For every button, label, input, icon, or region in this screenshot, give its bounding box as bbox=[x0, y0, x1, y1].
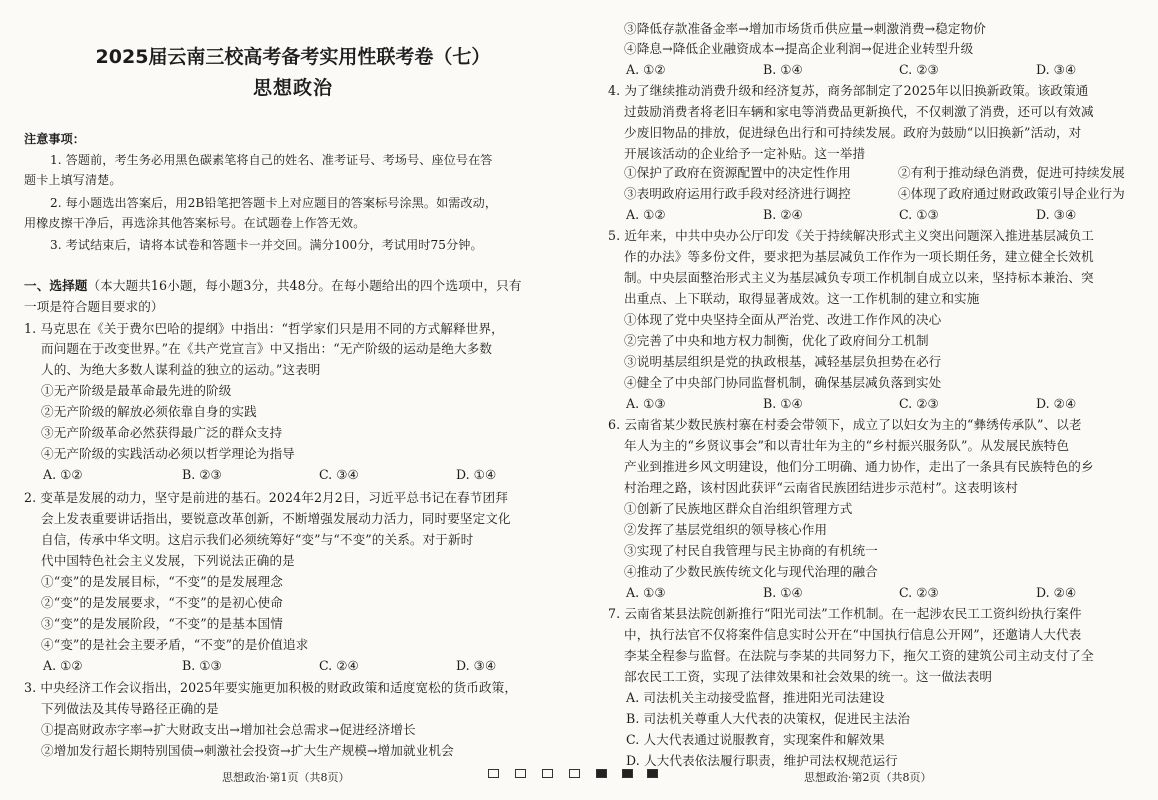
footer-left: 思想政治·第1页（共8页） bbox=[222, 771, 350, 784]
question-6-statement: ②发挥了基层党组织的领导核心作用 bbox=[624, 522, 828, 537]
question-6-statement: ④推动了少数民族传统文化与现代治理的融合 bbox=[624, 564, 878, 579]
section-title: 一、选择题 bbox=[24, 278, 88, 293]
question-5-statement: ③说明基层组织是党的执政根基，减轻基层负担势在必行 bbox=[624, 354, 942, 369]
option-c: C. ①③ bbox=[899, 207, 939, 222]
statement: ②有利于推动绿色消费，促进可持续发展 bbox=[898, 165, 1125, 180]
option-c: C. 人大代表通过说服教育，实现案件和解效果 bbox=[626, 732, 885, 747]
question-1-statement: ③无产阶级革命必然获得最广泛的群众支持 bbox=[41, 425, 283, 440]
question-2-statement: ①“变”的是发展目标，“不变”的是发展理念 bbox=[41, 574, 283, 589]
question-6-statement: ①创新了民族地区群众自治组织管理方式 bbox=[624, 501, 853, 516]
exam-title: 2025届云南三校高考备考实用性联考卷（七） bbox=[95, 46, 491, 68]
notice-heading: 注意事项： bbox=[24, 132, 85, 146]
notice-line: 2. 每小题选出答案后，用2B铅笔把答题卡上对应题目的答案标号涂黑。如需改动， bbox=[50, 196, 498, 210]
question-1-statement: ②无产阶级的解放必须依靠自身的实践 bbox=[41, 404, 257, 419]
option-b: B. ②③ bbox=[182, 467, 222, 482]
marker-square-filled bbox=[596, 769, 607, 778]
option-c: C. ②③ bbox=[899, 585, 939, 600]
option-c: C. ②③ bbox=[899, 62, 939, 77]
notice-line: 1. 答题前，考生务必用黑色碳素笔将自己的姓名、准考证号、考场号、座位号在答 bbox=[50, 153, 493, 167]
question-3-statement: ①提高财政赤字率→扩大财政支出→增加社会总需求→促进经济增长 bbox=[41, 722, 416, 737]
notice-line: 用橡皮擦干净后，再选涂其他答案标号。在试题卷上作答无效。 bbox=[24, 216, 366, 230]
option-d: D. ③④ bbox=[456, 658, 497, 673]
question-6-statement: ③实现了村民自我管理与民主协商的有机统一 bbox=[624, 543, 878, 558]
question-2-statement: ②“变”的是发展要求，“不变”的是初心使命 bbox=[41, 595, 283, 610]
question-2-stem: 会上发表重要讲话指出，要锐意改革创新，不断增强发展动力活力，同时要坚定文化 bbox=[41, 511, 511, 526]
question-5-stem: 作的办法》等多份文件，要求把为基层减负工作作为一项长期任务，建立健全长效机 bbox=[624, 249, 1094, 264]
question-1-stem: 而问题在于改变世界。”在《共产党宣言》中又指出：“无产阶级的运动是绝大多数 bbox=[41, 341, 493, 356]
option-d: D. 人大代表依法履行职责，维护司法权规范运行 bbox=[626, 753, 898, 768]
section-desc-2: 一项是符合题目要求的） bbox=[24, 299, 164, 314]
section-desc: （本大题共16小题，每小题3分，共48分。在每小题给出的四个选项中，只有 bbox=[87, 278, 522, 293]
option-a: A. ①② bbox=[626, 62, 666, 77]
option-a: A. ①② bbox=[626, 207, 666, 222]
question-6-stem: 村治理之路，该村因此获评“云南省民族团结进步示范村”。这表明该村 bbox=[624, 480, 1018, 495]
question-4-stem: 过鼓励消费者将老旧车辆和家电等消费品更新换代，不仅刺激了消费，还可以有效减 bbox=[624, 104, 1094, 119]
question-3-stem: 下列做法及其传导路径正确的是 bbox=[41, 701, 219, 716]
statement: ③表明政府运用行政手段对经济进行调控 bbox=[624, 186, 851, 201]
option-a: A. ①② bbox=[43, 467, 83, 482]
question-3-statement: ③降低存款准备金率→增加市场货币供应量→刺激消费→稳定物价 bbox=[624, 21, 986, 36]
statement: ④体现了政府通过财政政策引导企业行为 bbox=[898, 186, 1125, 201]
question-4-stem: 少废旧物品的排放，促进绿色出行和可持续发展。政府为鼓励“以旧换新”活动，对 bbox=[624, 125, 1082, 140]
question-7-stem: 中，执行法官不仅将案件信息实时公开在“中国执行信息公开网”，还邀请人大代表 bbox=[624, 627, 1082, 642]
option-a: A. ①③ bbox=[626, 396, 666, 411]
footer-right: 思想政治·第2页（共8页） bbox=[804, 771, 932, 784]
question-2-stem: 自信，传承中华文明。这启示我们必须统筹好“变”与“不变”的关系。对于新时 bbox=[41, 532, 474, 547]
notice-line: 题卡上填写清楚。 bbox=[24, 173, 122, 187]
option-b: B. ①③ bbox=[182, 658, 222, 673]
question-5-statement: ①体现了党中央坚持全面从严治党、改进工作作风的决心 bbox=[624, 312, 942, 327]
question-7-stem: 李某全程参与监督。在法院与李某的共同努力下，拖欠工资的建筑公司主动支付了全 bbox=[624, 648, 1094, 663]
question-1-statement: ①无产阶级是最革命最先进的阶级 bbox=[41, 383, 232, 398]
question-5-stem: 制。中央层面整治形式主义为基层减负专项工作机制自成立以来，坚持标本兼治、突 bbox=[624, 270, 1094, 285]
question-3-stem: 3. 中央经济工作会议指出，2025年要实施更加积极的财政政策和适度宽松的货币政策， bbox=[24, 680, 518, 695]
question-5-statement: ④健全了中央部门协同监督机制，确保基层减负落到实处 bbox=[624, 375, 942, 390]
option-c: C. ②③ bbox=[899, 396, 939, 411]
question-2-stem: 代中国特色社会主义发展，下列说法正确的是 bbox=[41, 553, 295, 568]
section-heading bbox=[24, 277, 522, 295]
question-6-stem: 产业到推进乡风文明建设，他们分工明确、通力协作，走出了一条具有民族特色的乡 bbox=[624, 459, 1094, 474]
marker-square-filled bbox=[647, 769, 658, 778]
question-4-stem: 4. 为了继续推动消费升级和经济复苏，商务部制定了2025年以旧换新政策。该政策通 bbox=[608, 83, 1089, 98]
marker-square bbox=[569, 769, 580, 778]
option-b: B. ①④ bbox=[763, 585, 803, 600]
question-3-statement: ④降息→降低企业融资成本→提高企业利润→促进企业转型升级 bbox=[624, 41, 974, 56]
exam-subject: 思想政治 bbox=[252, 77, 333, 99]
question-1-stem: 人的、为绝大多数人谋利益的独立的运动。”这表明 bbox=[41, 362, 321, 377]
question-6-stem: 6. 云南省某少数民族村寨在村委会带领下，成立了以妇女为主的“彝绣传承队”、以老 bbox=[608, 417, 1082, 432]
question-2-statement: ④“变”的是社会主要矛盾，“不变”的是价值追求 bbox=[41, 637, 309, 652]
question-3-statement: ②增加发行超长期特别国债→刺激社会投资→扩大生产规模→增加就业机会 bbox=[41, 743, 454, 758]
question-5-stem: 出重点、上下联动，取得显著成效。这一工作机制的建立和实施 bbox=[624, 291, 980, 306]
option-b: B. ①④ bbox=[763, 62, 803, 77]
question-6-stem: 年人为主的“乡贤议事会”和以青壮年为主的“乡村振兴服务队”。从发展民族特色 bbox=[624, 438, 1070, 453]
option-a: A. 司法机关主动接受监督，推进阳光司法建设 bbox=[626, 690, 885, 705]
option-d: D. ①④ bbox=[456, 467, 497, 482]
option-c: C. ②④ bbox=[319, 658, 359, 673]
marker-square bbox=[515, 769, 526, 778]
option-d: D. ②④ bbox=[1036, 585, 1077, 600]
marker-square-filled bbox=[622, 769, 633, 778]
option-b: B. ①④ bbox=[763, 396, 803, 411]
question-5-statement: ②完善了中央和地方权力制衡，优化了政府间分工机制 bbox=[624, 333, 929, 348]
question-2-statement: ③“变”的是发展阶段，“不变”的是基本国情 bbox=[41, 616, 283, 631]
marker-square bbox=[542, 769, 553, 778]
option-c: C. ③④ bbox=[319, 467, 359, 482]
question-2-stem: 2. 变革是发展的动力，坚守是前进的基石。2024年2月2日，习近平总书记在春节团拜 bbox=[24, 490, 508, 505]
question-1-statement: ④无产阶级的实践活动必须以哲学理论为指导 bbox=[41, 446, 295, 461]
notice-line: 3. 考试结束后，请将本试卷和答题卡一并交回。满分100分，考试用时75分钟。 bbox=[50, 238, 483, 252]
option-d: D. ③④ bbox=[1036, 207, 1077, 222]
question-1-stem: 1. 马克思在《关于费尔巴哈的提纲》中指出：“哲学家们只是用不同的方式解释世界， bbox=[24, 321, 504, 336]
question-4-stem: 开展该活动的企业给予一定补贴。这一举措 bbox=[624, 146, 866, 161]
question-5-stem: 5. 近年来，中共中央办公厅印发《关于持续解决形式主义突出问题深入推进基层减负工 bbox=[608, 228, 1094, 243]
option-a: A. ①③ bbox=[626, 585, 666, 600]
option-d: D. ③④ bbox=[1036, 62, 1077, 77]
question-7-stem: 部农民工工资，实现了法律效果和社会效果的统一。这一做法表明 bbox=[624, 669, 993, 684]
statement: ①保护了政府在资源配置中的决定性作用 bbox=[624, 165, 851, 180]
option-a: A. ①② bbox=[43, 658, 83, 673]
option-d: D. ②④ bbox=[1036, 396, 1077, 411]
marker-square bbox=[488, 769, 499, 778]
option-b: B. 司法机关尊重人大代表的决策权，促进民主法治 bbox=[626, 711, 911, 726]
option-b: B. ②④ bbox=[763, 207, 803, 222]
question-7-stem: 7. 云南省某县法院创新推行“阳光司法”工作机制。在一起涉农民工工资纠纷执行案件 bbox=[608, 606, 1082, 621]
